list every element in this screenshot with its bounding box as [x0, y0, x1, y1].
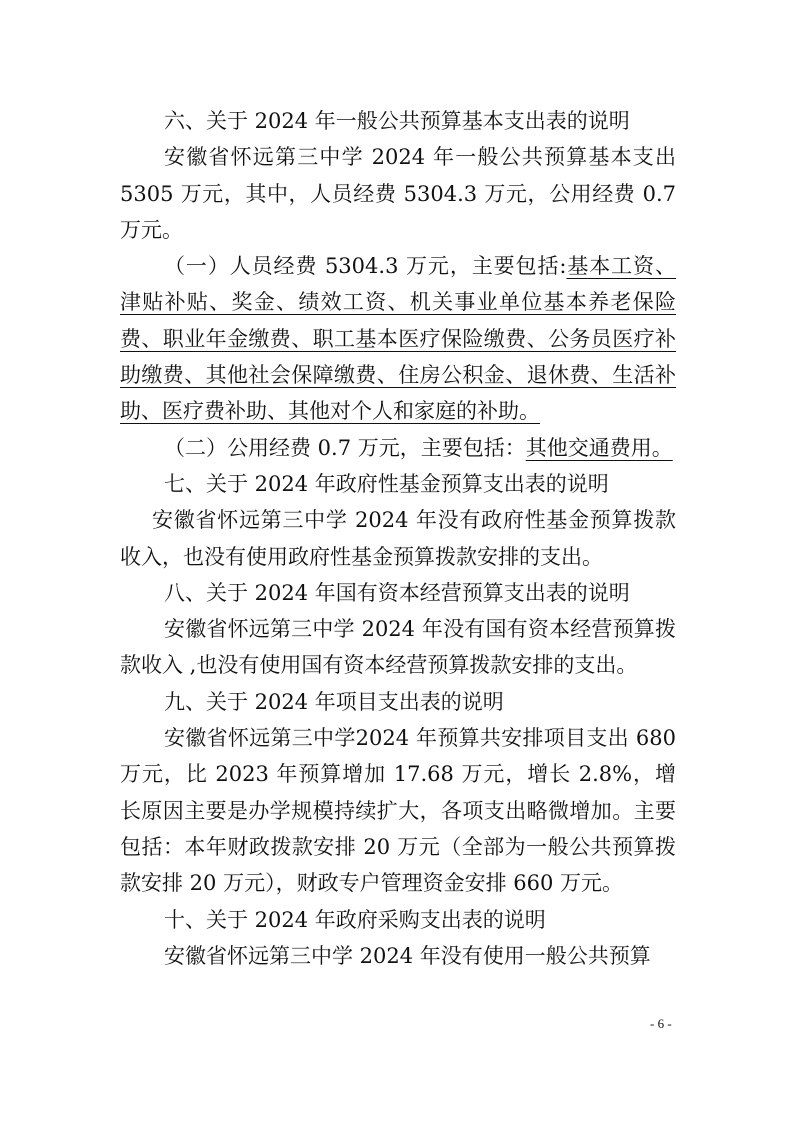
personnel-expense-items: 基本工资、津贴补贴、奖金、绩效工资、机关事业单位基本养老保险费、职业年金缴费、职工基本医疗保险缴费、公务员医疗补助缴费、其他社会保障缴费、住房公积金、退休费、生活补助、医疗费补助、其他对个人和家庭的补助。	[120, 254, 676, 424]
section-6-heading: 六、关于 2024 年一般公共预算基本支出表的说明	[164, 109, 630, 133]
page-number: - 6 -	[650, 1016, 672, 1031]
section-6-paragraph-3	[120, 430, 676, 466]
section-8-paragraph-1: 安徽省怀远第三中学 2024 年没有国有资本经营预算拨款收入 ,也没有使用国有资本经营预算拨款安排的支出。	[120, 617, 676, 678]
section-10-paragraph-1: 安徽省怀远第三中学 2024 年没有使用一般公共预算	[164, 943, 651, 968]
section-7-heading: 七、关于 2024 年政府性基金预算支出表的说明	[164, 471, 609, 496]
section-9-heading: 九、关于 2024 年项目支出表的说明	[164, 689, 504, 714]
section-10-heading: 十、关于 2024 年政府采购支出表的说明	[164, 907, 546, 932]
section-6-paragraph-1: 安徽省怀远第三中学 2024 年一般公共预算基本支出 5305 万元，其中，人员经费 5304.3 万元，公用经费 0.7 万元。	[120, 145, 676, 242]
public-expense-lead: （二）公用经费 0.7 万元，主要包括：	[164, 435, 526, 460]
section-7-paragraph-1: 安徽省怀远第三中学 2024 年没有政府性基金预算拨款收入，也没有使用政府性基金预算拨款安排的支出。	[120, 508, 676, 569]
document-body	[120, 103, 676, 974]
personnel-expense-lead: （一）人员经费 5304.3 万元，主要包括:	[164, 254, 567, 279]
section-8-heading: 八、关于 2024 年国有资本经营预算支出表的说明	[164, 580, 630, 605]
section-9-paragraph-1: 安徽省怀远第三中学2024 年预算共安排项目支出 680 万元，比 2023 年预算增加 17.68 万元，增长 2.8%，增长原因主要是办学规模持续扩大，各项支出略微增加。主要包括：本年财政拨款安排 20 万元（全部为一般公共预算拨款安排 20 万元），财政专户管理资金安排 660 万元。	[120, 726, 676, 896]
public-expense-items: 其他交通费用。	[525, 435, 673, 460]
section-6-paragraph-2	[120, 248, 676, 429]
